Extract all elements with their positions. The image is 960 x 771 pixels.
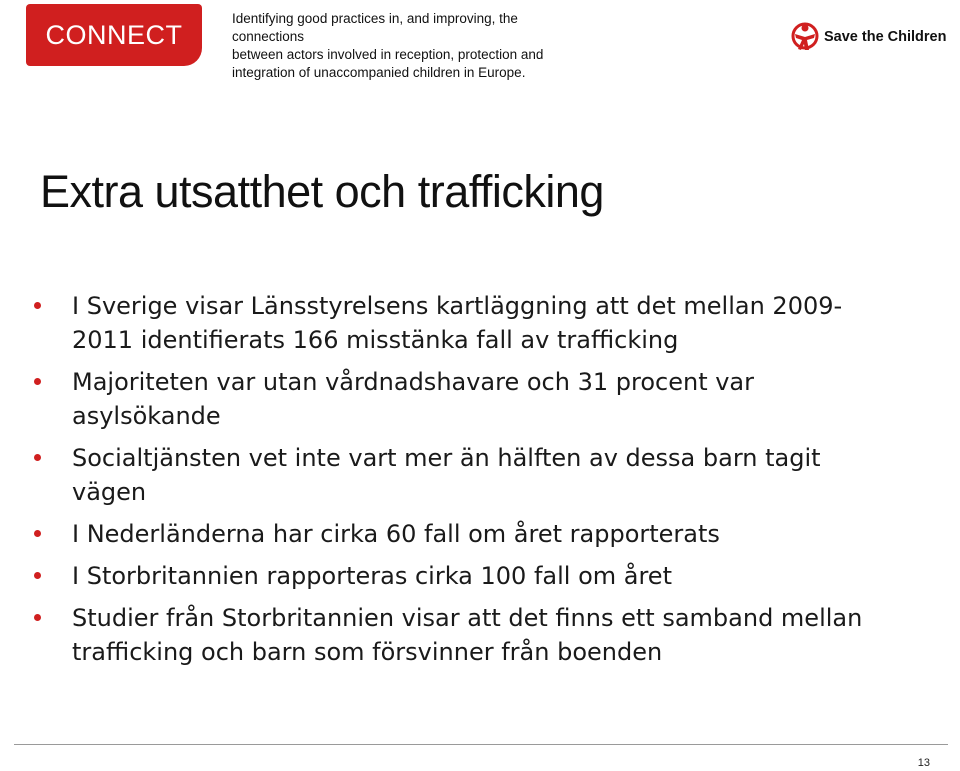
save-the-children-label: Save the Children [824, 29, 947, 45]
bullet-text: Socialtjänsten vet inte vart mer än hälften av dessa barn tagit vägen [72, 444, 821, 506]
tagline-line: Identifying good practices in, and improving, the connections [232, 11, 518, 44]
tagline-line: integration of unaccompanied children in Europe. [232, 65, 526, 80]
bullet-item [34, 601, 894, 669]
bullet-item [34, 517, 894, 551]
bullet-item [34, 289, 894, 357]
footer-divider [14, 744, 948, 745]
bullet-text: Studier från Storbritannien visar att det finns ett samband mellan trafficking och barn som försvinner från boenden [72, 604, 863, 666]
bullet-dot-icon [34, 530, 41, 537]
tagline-line: between actors involved in reception, protection and [232, 47, 544, 62]
project-tagline [232, 10, 592, 82]
connect-logo [26, 4, 202, 66]
connect-logo-text: CONNECT [45, 19, 183, 50]
bullet-list [34, 289, 894, 677]
bullet-text: I Storbritannien rapporteras cirka 100 fall om året [72, 562, 672, 590]
page-number: 13 [917, 757, 930, 769]
bullet-dot-icon [34, 378, 41, 385]
bullet-text: I Nederländerna har cirka 60 fall om året rapporterats [72, 520, 720, 548]
bullet-text: I Sverige visar Länsstyrelsens kartläggning att det mellan 2009-2011 identifierats 166 misstänka fall av trafficking [72, 292, 843, 354]
bullet-dot-icon [34, 454, 41, 461]
bullet-item [34, 441, 894, 509]
save-the-children-logo [790, 20, 946, 54]
bullet-item [34, 365, 894, 433]
slide-title: Extra utsatthet och trafficking [40, 166, 604, 217]
slide-header [0, 0, 960, 80]
bullet-text: Majoriteten var utan vårdnadshavare och 31 procent var asylsökande [72, 368, 755, 430]
bullet-dot-icon [34, 614, 41, 621]
bullet-item [34, 559, 894, 593]
bullet-dot-icon [34, 302, 41, 309]
save-the-children-emblem-icon [790, 20, 820, 54]
bullet-dot-icon [34, 572, 41, 579]
